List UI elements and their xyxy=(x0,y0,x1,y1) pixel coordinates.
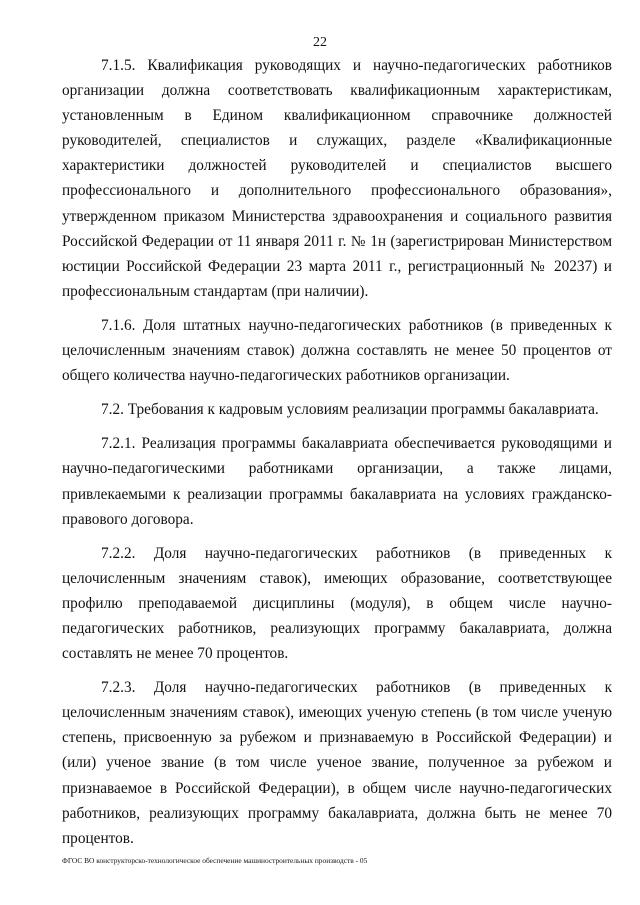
paragraph-7-1-5: 7.1.5. Квалификация руководящих и научно-педагогических работников организации должна соответствовать квалификационным характеристикам, установленным в Едином квалификационном справочнике должностей руководителей, специалистов и служащих, разделе «Квалификационные характеристики должностей руководителей и специалистов высшего профессионального и дополнительного профессионального образования», утвержденном приказом Министерства здравоохранения и социального развития Российской Федерации от 11 января 2011 г. № 1н (зарегистрирован Министерством юстиции Российской Федерации 23 марта 2011 г., регистрационный № 20237) и профессиональным стандартам (при наличии). xyxy=(62,57,612,300)
paragraph-7-2: 7.2. Требования к кадровым условиям реализации программы бакалавриата. xyxy=(101,401,599,419)
paragraph-7-2-1: 7.2.1. Реализация программы бакалавриата обеспечивается руководящими и научно-педагогическими работниками организации, а также лицами, привлекаемыми к реализации программы бакалавриата на условиях гражданско-правового договора. xyxy=(62,435,612,528)
document-body xyxy=(62,53,612,860)
document-footer: ФГОС ВО конструкторско-технологическое обеспечение машиностроительных производств - 05 xyxy=(62,856,368,865)
page-number: 22 xyxy=(313,35,327,50)
paragraph-7-1-6: 7.1.6. Доля штатных научно-педагогических работников (в приведенных к целочисленным значениям ставок) должна составлять не менее 50 процентов от общего количества научно-педагогических работников организации. xyxy=(62,316,612,385)
paragraph-7-2-2: 7.2.2. Доля научно-педагогических работников (в приведенных к целочисленным значениям ставок), имеющих образование, соответствующее профилю преподаваемой дисциплины (модуля), в общем числе научно-педагогических работников, реализующих программу бакалавриата, должна составлять не менее 70 процентов. xyxy=(62,544,612,663)
paragraph-7-2-3: 7.2.3. Доля научно-педагогических работников (в приведенных к целочисленным значениям ставок), имеющих ученую степень (в том числе ученую степень, присвоенную за рубежом и признаваемую в Российской Федерации) и (или) ученое звание (в том числе ученое звание, полученное за рубежом и признаваемое в Российской Федерации), в общем числе научно-педагогических работников, реализующих программу бакалавриата, должна быть не менее 70 процентов. xyxy=(62,679,612,847)
